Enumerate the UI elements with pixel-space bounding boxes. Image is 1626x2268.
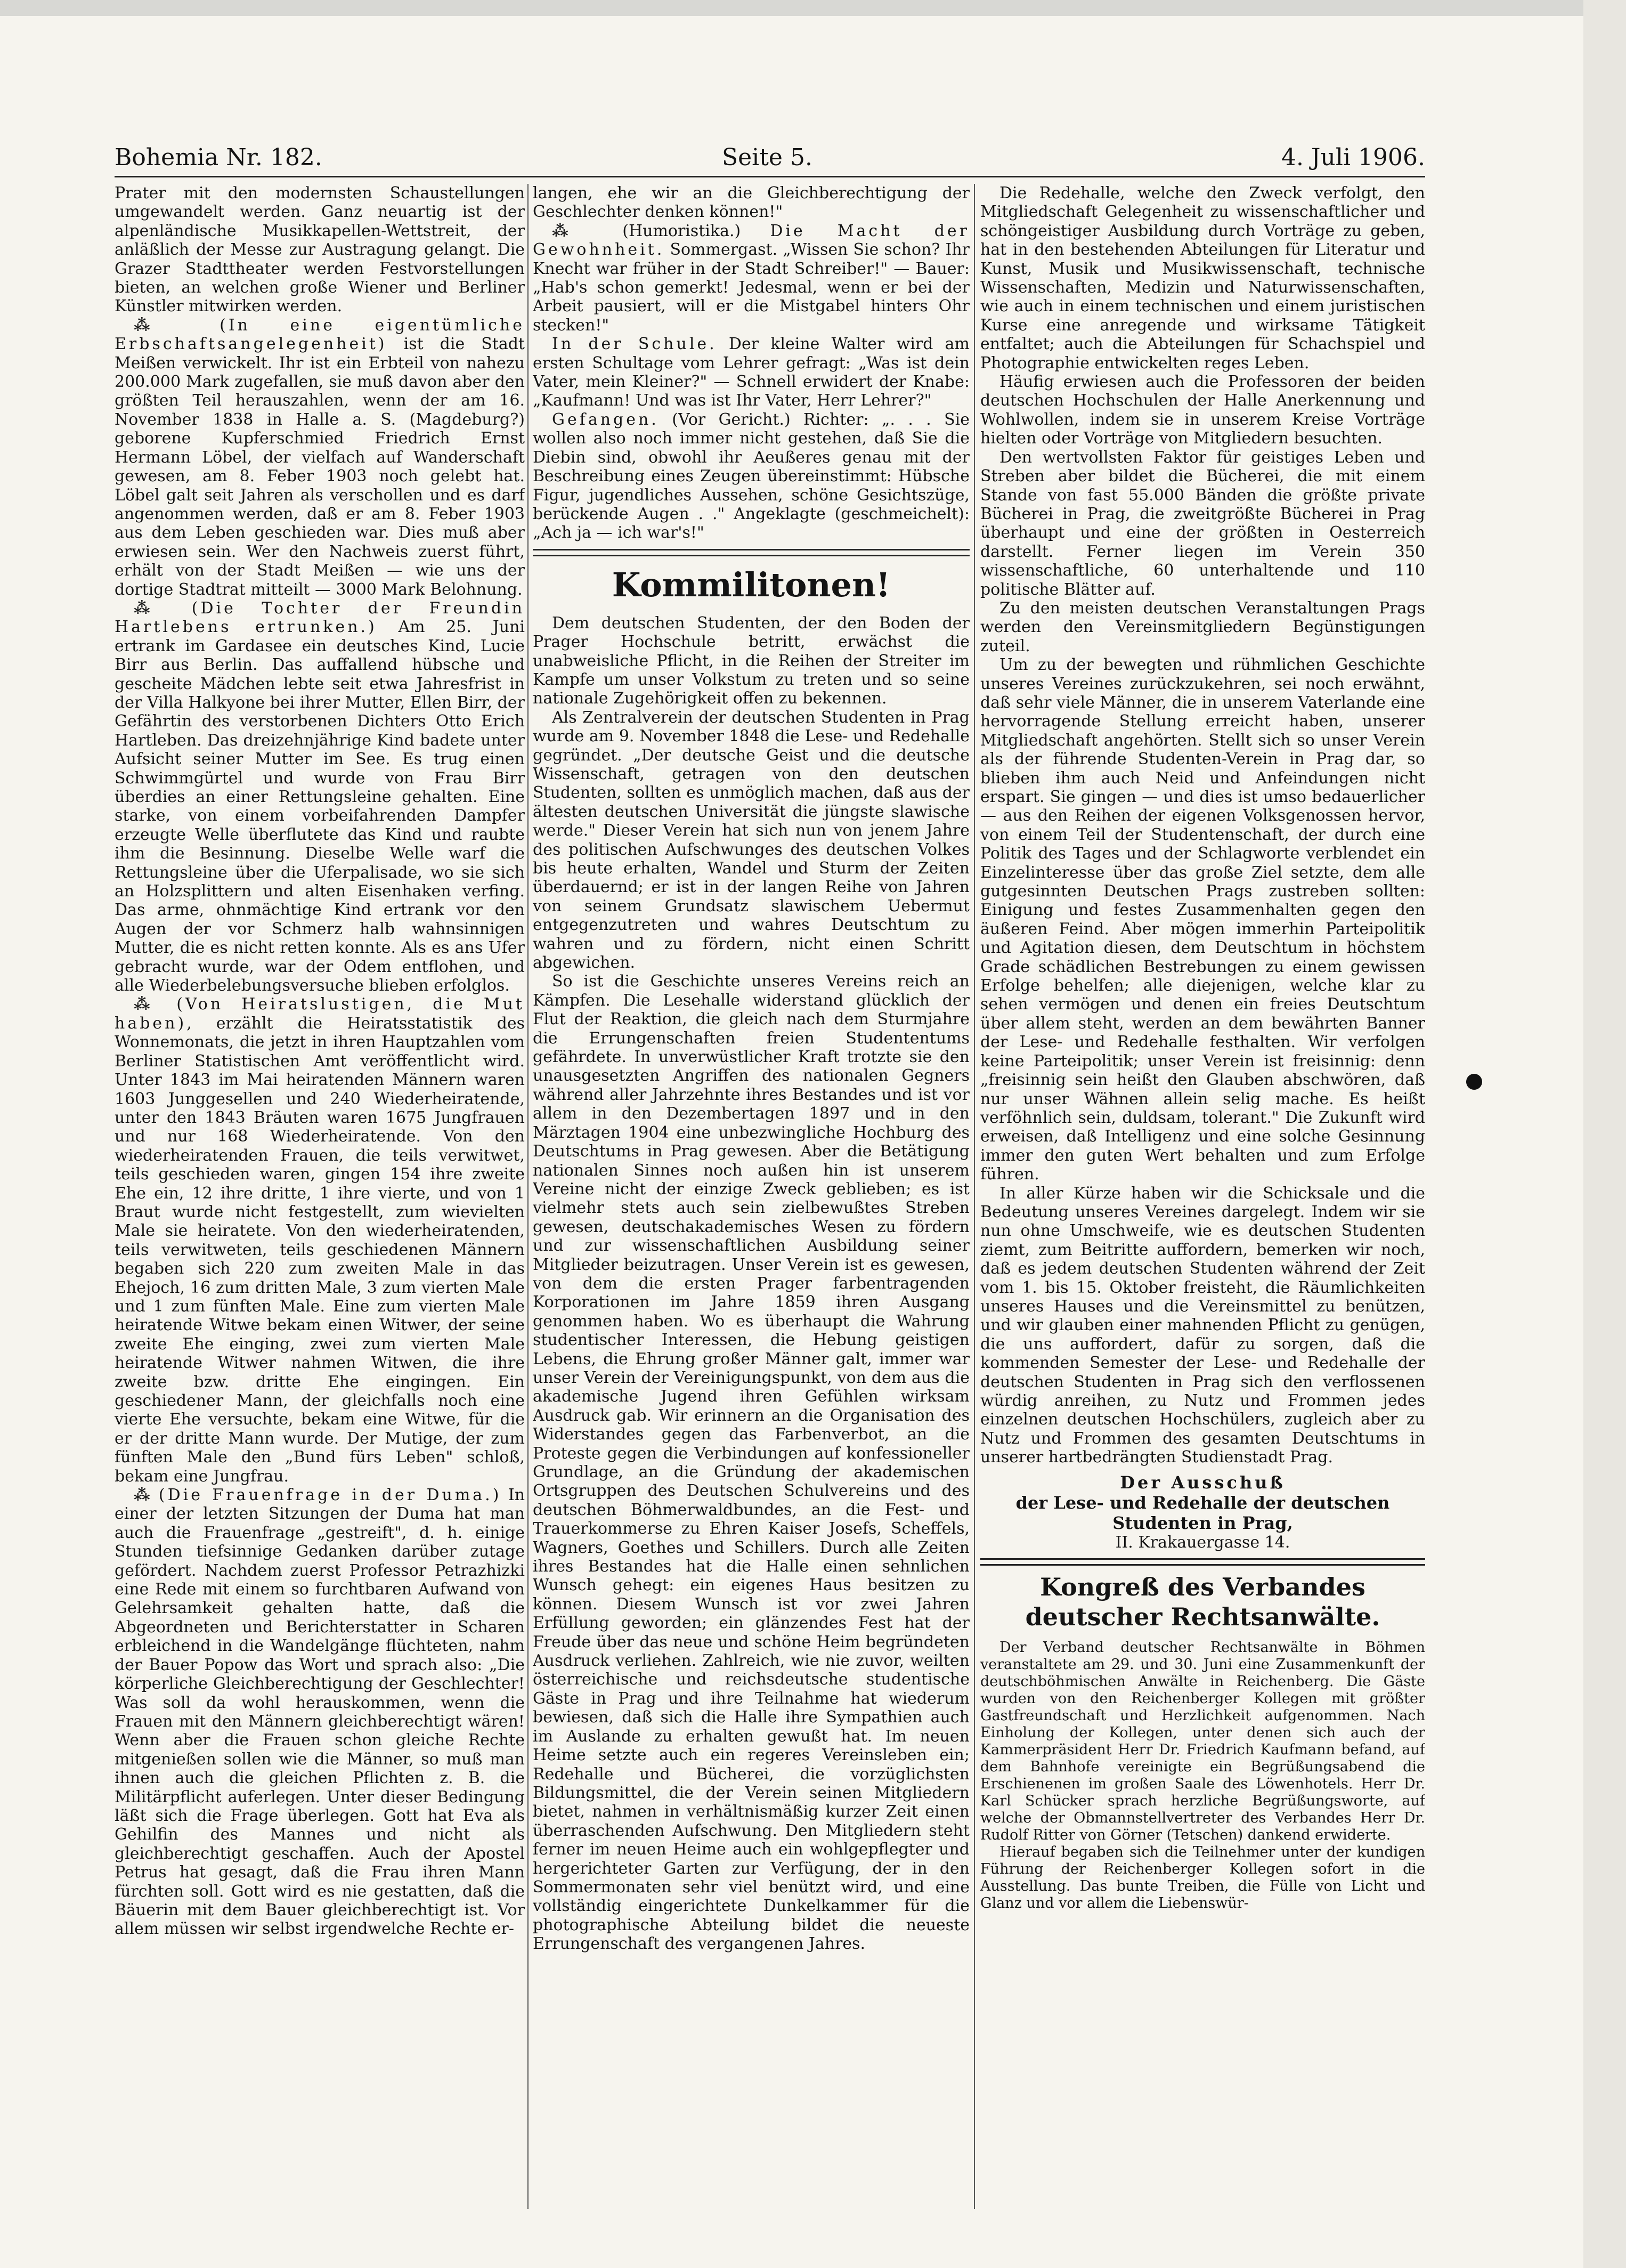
article-paragraph: Der Verband deutscher Rechtsanwälte in Böhmen veranstaltete am 29. und 30. Juni eine Zusammenkunft der deutschböhmischen Anwälte in Reichenberg. Die Gäste wurden von den Reichenberger Kollegen mit größter Gastfreundschaft und Herzlichkeit aufgenommen. Nach Einholung der Kollegen, unter denen sich auch der Kammerpräsident Herr Dr. Friedrich Kaufmann befand, auf dem Bahnhofe vereinigte ein Begrüßungsabend die Erschienenen im großen Saale des Löwenhotels. Herr Dr. Karl Schücker sprach herzliche Begrüßungsworte, auf welche der Obmannstellvertreter des Verbandes Herr Dr. Rudolf Ritter von Görner (Tetschen) dankend erwiderte. xyxy=(980,1639,1425,1844)
news-item: ⁂ (Von Heiratslustigen, die Mut haben), erzählt die Heiratsstatistik des Wonnemonats, die jetzt in ihren Hauptzahlen vom Berliner Statistischen Amt veröffentlicht wird. Unter 1843 im Mai heiratenden Männern waren 1603 Junggesellen und 240 Wiederheiratende, unter den 1843 Bräuten waren 1675 Jungfrauen und nur 168 Wiederheiratende. Von den wiederheiratenden Frauen, die teils verwitwet, teils geschieden waren, gingen 154 ihre zweite Ehe ein, 12 ihre dritte, 1 ihre vierte, und von 1 Braut wurde nicht festgestellt, zum wievielten Male sie heiratete. Von den wiederheiratenden, teils verwitweten, teils geschiedenen Männern begaben sich 220 zum zweiten Male in das Ehejoch, 16 zum dritten Male, 3 zum vierten Male und 1 zum fünften Male. Eine zum vierten Male heiratende Witwe bekam einen Witwer, der seine zweite Ehe einging, zwei zum vierten Male heiratende Witwer nahmen Witwen, die ihre zweite bzw. dritte Ehe eingingen. Ein geschiedener Mann, der gleichfalls noch eine vierte Ehe versuchte, bekam eine Witwe, für die er der dritte Mann wurde. Der Mutige, der zum fünften Male den „Bund fürs Leben" schloß, bekam eine Jungfrau. xyxy=(115,995,525,1486)
news-item-body: ist die Stadt Meißen verwickelt. Ihr ist ein Erbteil von nahezu 200.000 Mark zugefallen, sie muß davon aber den größten Teil herauszahlen, wenn der am 16. November 1838 in Halle a. S. (Magdeburg?) geborene Kupferschmied Friedrich Ernst Hermann Löbel, der vielfach auf Wanderschaft gewesen, am 8. Feber 1903 noch gelebt hat. Löbel galt seit Jahren als verschollen und es darf angenommen werden, daß er am 8. Feber 1903 aus dem Leben geschieden war. Dies muß aber erwiesen sein. Wer den Nachweis zuerst führt, erhält von der Stadt Meißen — wie uns der dortige Stadtrat mitteilt — 3000 Mark Belohnung. xyxy=(115,335,525,599)
joke-title: In der Schule. xyxy=(552,335,717,354)
article-paragraph: Dem deutschen Studenten, der den Boden der Prager Hochschule betritt, erwächst die unabweisliche Pflicht, in die Reihen der Streiter im Kampfe um unser Volkstum zu treten und so seine nationale Zugehörigkeit offen zu bekennen. xyxy=(533,613,970,708)
signature-line: der Lese- und Redehalle der deutschen xyxy=(1015,1492,1390,1513)
article-paragraph: Prater mit den modernsten Schaustellungen umgewandelt werden. Ganz neuartig ist der alpenländische Musikkapellen-Wettstreit, der anläßlich der Messe zur Austragung gelangt. Die Grazer Stadttheater werden Festvorstellungen bieten, an welchen große Wiener und Berliner Künstler mitwirken werden. xyxy=(115,184,525,316)
column-1 xyxy=(115,184,525,2209)
scan-border-right xyxy=(1583,0,1626,2268)
section-rule xyxy=(533,549,970,556)
column-divider xyxy=(974,184,975,2209)
joke-body: Sommergast. „Wissen Sie schon? Ihr Knecht war früher in der Stadt Schreiber!" — Bauer: „Hab's schon gemerkt! Jedesmal, wenn er bei der Arbeit pausiert, will er die Mistgabel hinters Ohr stecken!" xyxy=(533,240,970,335)
news-item-heading: (Die Tochter der Freundin Hartlebens ertrunken.) xyxy=(115,598,525,637)
news-item-body: , erzählt die Heiratsstatistik des Wonnemonats, die jetzt in ihren Hauptzahlen vom Berliner Statistischen Amt veröffentlicht wird. Unter 1843 im Mai heiratenden Männern waren 1603 Junggesellen und 240 Wiederheiratende, unter den 1843 Bräuten waren 1675 Jungfrauen und nur 168 Wiederheiratende. Von den wiederheiratenden Frauen, die teils verwitwet, teils geschieden waren, gingen 154 ihre zweite Ehe ein, 12 ihre dritte, 1 ihre vierte, und von 1 Braut wurde nicht festgestellt, zum wievielten Male sie heiratete. Von den wiederheiratenden, teils verwitweten, teils geschiedenen Männern begaben sich 220 zum zweiten Male in das Ehejoch, 16 zum dritten Male, 3 zum vierten Male und 1 zum fünften Male. Eine zum vierten Male heiratende Witwe bekam einen Witwer, der seine zweite Ehe einging, zwei zum vierten Male heiratende Witwer nahmen Witwen, die ihre zweite bzw. dritte Ehe eingingen. Ein geschiedener Mann, der gleichfalls noch eine vierte Ehe versuchte, bekam eine Witwe, für die er der dritte Mann wurde. Der Mutige, der zum fünften Male den „Bund fürs Leben" schloß, bekam eine Jungfrau. xyxy=(115,1014,525,1486)
article-paragraph: Hierauf begaben sich die Teilnehmer unter der kundigen Führung der Reichenberger Kollegen sofort in die Ausstellung. Das bunte Treiben, die Fülle von Licht und Glanz und vor allem die Liebenswür- xyxy=(980,1844,1425,1912)
signature-address: II. Krakauergasse 14. xyxy=(1115,1533,1290,1552)
news-item: ⁂ (Die Tochter der Freundin Hartlebens ertrunken.) Am 25. Juni ertrank im Gardasee ein deutsches Kind, Lucie Birr aus Berlin. Das auffallend hübsche und gescheite Mädchen lebte seit etwa Jahresfrist in der Villa Halkyone bei ihrer Mutter, Ellen Birr, der Gefährtin des verstorbenen Dichters Otto Erich Hartleben. Das dreizehnjährige Kind badete unter Aufsicht seiner Mutter im See. Es trug einen Schwimmgürtel und wurde von Frau Birr überdies an einer Rettungsleine gehalten. Eine starke, von einem vorbeifahrenden Dampfer erzeugte Welle überflutete das Kind und raubte ihm die Besinnung. Dieselbe Welle warf die Rettungsleine über die Uferpalisade, wo sie sich an Holzsplittern und alten Eisenhaken verfing. Das arme, ohnmächtige Kind ertrank vor den Augen der vor Schmerz halb wahnsinnigen Mutter, die es nicht retten konnte. Als es ans Ufer gebracht wurde, war der Odem entflohen, und alle Wiederbelebungsversuche blieben erfolglos. xyxy=(115,598,525,995)
signature-line: Der Ausschuß xyxy=(1120,1472,1286,1493)
column-2 xyxy=(533,184,970,2209)
joke-title: Die Macht der Gewohnheit. xyxy=(533,221,970,260)
news-item: ⁂ (In eine eigentümliche Erbschaftsangelegenheit) ist die Stadt Meißen verwickelt. Ihr ist ein Erbteil von nahezu 200.000 Mark zugefallen, sie muß davon aber den größten Teil herauszahlen, wenn der am 16. November 1838 in Halle a. S. (Magdeburg?) geborene Kupferschmied Friedrich Ernst Hermann Löbel, der vielfach auf Wanderschaft gewesen, am 8. Feber 1903 noch gelebt hat. Löbel galt seit Jahren als verschollen und es darf angenommen werden, daß er am 8. Feber 1903 aus dem Leben geschieden war. Dies muß aber erwiesen sein. Wer den Nachweis zuerst führt, erhält von der Stadt Meißen — wie uns der dortige Stadtrat mitteilt — 3000 Mark Belohnung. xyxy=(115,315,525,599)
news-item-body: In einer der letzten Sitzungen der Duma hat man auch die Frauenfrage „gestreift", d. h. einige Stunden tiefsinnige Gedanken darüber zutage gefördert. Nachdem zuerst Professor Petrazhizki eine Rede mit einem so furchtbaren Aufwand von Gelehrsamkeit gehalten hatte, daß die Abgeordneten und Berichterstatter in Scharen erbleichend in die Wandelgänge flüchteten, nahm der Bauer Popow das Wort und sprach also: „Die körperliche Gleichberechtigung der Geschlechter! Was soll da wohl herauskommen, wenn die Frauen mit den Männern gleichberechtigt wären! Wenn aber die Frauen schon gleiche Rechte mitgenießen sollen wie die Männer, so muß man ihnen auch die gleichen Pflichten z. B. die Militärpflicht auferlegen. Unter dieser Bedingung läßt sich die Frage überlegen. Gott hat Eva als Gehilfin des Mannes und nicht als gleichberechtigt geschaffen. Auch der Apostel Petrus hat gesagt, daß die Frau ihren Mann fürchten soll. Gott wird es nie gestatten, daß die Bäuerin mit dem Bauer gleichberechtigt ist. Vor allem müssen wir selbst irgendwelche Rechte er- xyxy=(115,1486,525,1939)
news-item-heading: (In eine eigentümliche Erbschaftsangelegenheit) xyxy=(115,315,525,354)
joke-body: (Vor Gericht.) Richter: „. . . Sie wollen also noch immer nicht gestehen, daß Sie die Diebin sind, obwohl ihr Aeußeres genau mit der Beschreibung eines Zeugen übereinstimmt: Hübsche Figur, jugendliches Aussehen, schöne Gesichtszüge, berückende Augen . ." Angeklagte (geschmeichelt): „Ach ja — ich war's!" xyxy=(533,410,970,542)
article-paragraph: Den wertvollsten Faktor für geistiges Leben und Streben aber bildet die Bücherei, die mit einem Stande von fast 55.000 Bänden die größte private Bücherei in Prag, die zweitgrößte Bücherei in Prag überhaupt und eine der größten in Oesterreich darstellt. Ferner liegen im Verein 350 wissenschaftliche, 60 unterhaltende und 110 politische Blätter auf. xyxy=(980,448,1425,599)
article-paragraph: Die Redehalle, welche den Zweck verfolgt, den Mitgliedschaft Gelegenheit zu wissenschaftlicher und schöngeistiger Ausbildung durch Vorträge zu geben, hat in den bestehenden Abteilungen für Literatur und Kunst, Musik und Musikwissenschaft, technische Wissenschaften, Medizin und Naturwissenschaften, wie auch in einem technischen und einem juristischen Kurse eine anregende und wirksame Tätigkeit entfaltet; auch die Abteilungen für Schachspiel und Photographie entwickelten reges Leben. xyxy=(980,184,1425,372)
news-item-heading: (Die Frauenfrage in der Duma.) xyxy=(158,1486,502,1505)
news-item xyxy=(533,335,970,410)
section-rule xyxy=(980,1558,1425,1566)
issue-date: 4. Juli 1906. xyxy=(1281,144,1425,171)
article-paragraph: Häufig erwiesen auch die Professoren der beiden deutschen Hochschulen der Halle Anerkennung und Wohlwollen, indem sie in unserem Kreise Vorträge hielten oder Vorträge von Mitgliedern besuchten. xyxy=(980,372,1425,448)
news-item-heading: (Humoristika.) xyxy=(622,221,741,240)
article-paragraph: Zu den meisten deutschen Veranstaltungen Prags werden den Vereinsmitgliedern Begünstigungen zuteil. xyxy=(980,598,1425,655)
masthead-rule xyxy=(115,176,1425,177)
news-item xyxy=(533,410,970,542)
section-heading: Kommilitonen! xyxy=(612,565,891,604)
article-paragraph: So ist die Geschichte unseres Vereins reich an Kämpfen. Die Lesehalle widerstand glücklich der Flut der Reaktion, die gleich nach dem Sturmjahre die Errungenschaften freien Studententums gefährdete. In unverwüstlicher Kraft trotzte sie den unausgesetzten Angriffen des nationalen Gegners während aller Jahrzehnte ihres Bestandes und ist vor allem in den Dezembertagen 1897 und in den Märztagen 1904 eine unbezwingliche Hochburg des Deutschtums in Prag gewesen. Aber die Betätigung nationalen Sinnes noch außen hin ist unserem Vereine nicht der einzige Zweck geblieben; es ist vielmehr stets auch sein zielbewußtes Streben gewesen, deutschakademisches Wesen zu fördern und zur wissenschaftlichen Ausbildung seiner Mitglieder beizutragen. Unser Verein ist es gewesen, von dem die ersten Prager farbentragenden Korporationen im Jahre 1859 ihren Ausgang genommen haben. Wo es überhaupt die Wahrung studentischer Interessen, die Hebung geistigen Lebens, die Ehrung großer Männer galt, immer war unser Verein der Vereinigungspunkt, von dem aus die akademische Jugend ihren Gefühlen wirksam Ausdruck gab. Wir erinnern an die Organisation des Widerstandes gegen das Farbenverbot, an die Proteste gegen die Verbindungen auf konfessioneller Grundlage, an die Gründung der akademischen Ortsgruppen des Deutschen Schulvereins und des deutschen Böhmerwaldbundes, an die Fest- und Trauerkommerse zu Ehren Kaiser Josefs, Scheffels, Wagners, Goethes und Schillers. Durch alle Zeiten ihres Bestandes hat die Halle einen sehnlichen Wunsch gehegt: ein eigenes Haus besitzen zu können. Diesem Wunsch ist vor zwei Jahren Erfüllung geworden; ein glänzendes Fest hat der Freude über das neue und schöne Heim begründeten Ausdruck verliehen. Zahlreich, wie nie zuvor, weilten österreichische und reichsdeutsche studentische Gäste in Prag und ihre Teilnahme hat wiederum bewiesen, daß sich die Halle ihre Sympathien auch im Auslande zu erhalten gewußt hat. Im neuen Heime setzte auch ein regeres Vereinsleben ein; Redehalle und Bücherei, die vorzüglichsten Bildungsmittel, die der Verein seinen Mitgliedern bietet, nahmen in verhältnismäßig kurzer Zeit einen überraschenden Aufschwung. Den Mitgliedern steht ferner im neuen Heime auch ein wohlgepflegter und hergerichteter Garten zur Verfügung, der in den Sommermonaten sehr viel benützt wird, und eine vollständig eingerichtete Dunkelkammer für die photographische Abteilung bildet die neueste Errungenschaft des vergangenen Jahres. xyxy=(533,972,970,1954)
masthead xyxy=(115,144,1425,176)
article-paragraph: Um zu der bewegten und rühmlichen Geschichte unseres Vereines zurückzukehren, sei noch erwähnt, daß sehr viele Männer, die in unserem Vaterlande eine hervorragende Stellung erreicht haben, unserer Mitgliedschaft angehörten. Stellt sich so unser Verein als der führende Studenten-Verein in Prag dar, so blieben ihm auch Neid und Anfeindungen nicht erspart. Sie gingen — und dies ist umso bedauerlicher — aus den Reihen der eigenen Volksgenossen hervor, von einem Teil der Studentenschaft, der durch eine Politik des Tages und der Schlagworte verblendet ein Einzelinteresse über das große Ziel setzte, dem alle gutgesinnten Deutschen Prags zustreben sollten: Einigung und festes Zusammenhalten gegen den äußeren Feind. Aber mögen immerhin Parteipolitik und Agitation diesen, dem Deutschtum in höchstem Grade schädlichen Bestrebungen zu einem gewissen Erfolge behelfen; alle diejenigen, welche klar zu sehen vermögen und denen ein freies Deutschtum über allem steht, werden an dem bewährten Banner der Lese- und Redehalle festhalten. Wir verfolgen keine Parteipolitik; unser Verein ist freisinnig: denn „freisinnig sein heißt den Glauben abschwören, daß nur unser Wähnen allein selig mache. Es heißt verföhnlich sein, duldsam, tolerant." Die Zukunft wird erweisen, daß Intelligenz und eine solche Gesinnung immer den guten Wert behalten und zum Erfolge führen. xyxy=(980,655,1425,1184)
news-item: ⁂ (Humoristika.) Die Macht der Gewohnheit. Sommergast. „Wissen Sie schon? Ihr Knecht war früher in der Stadt Schreiber!" — Bauer: „Hab's schon gemerkt! Jedesmal, wenn er bei der Arbeit pausiert, will er die Mistgabel hinters Ohr stecken!" xyxy=(533,221,970,335)
scan-border-top xyxy=(0,0,1626,16)
page-number: Seite 5. xyxy=(722,144,812,171)
article-paragraph: Als Zentralverein der deutschen Studenten in Prag wurde am 9. November 1848 die Lese- und Redehalle gegründet. „Der deutsche Geist und die deutsche Wissenschaft, getragen von den deutschen Studenten, sollten es unmöglich machen, daß aus der ältesten deutschen Universität die jüngste slawische werde." Dieser Verein hat sich nun von jenem Jahre des politischen Aufschwunges des deutschen Volkes bis heute erhalten, Wandel und Sturm der Zeiten überdauernd; er ist in der langen Reihe von Jahren von seinem Grundsatz slawischem Uebermut entgegenzutreten und wahres Deutschtum zu wahren und zu fördern, nicht einen Schritt abgewichen. xyxy=(533,708,970,973)
joke-body: Der kleine Walter wird am ersten Schultage vom Lehrer gefragt: „Was ist dein Vater, mein Kleiner?" — Schnell erwidert der Knabe: „Kaufmann! Und was ist Ihr Vater, Herr Lehrer?" xyxy=(533,335,970,410)
article-paragraph: In aller Kürze haben wir die Schicksale und die Bedeutung unseres Vereines dargelegt. Indem wir sie nun ohne Umschweife, wie es deutschen Studenten ziemt, zum Beitritte auffordern, bemerken wir noch, daß es jedem deutschen Studenten während der Zeit vom 1. bis 15. Oktober freisteht, die Räumlichkeiten unseres Hauses und die Vereinsmittel zu benützen, und wir glauben einer mahnenden Pflicht zu genügen, die uns auffordert, dafür zu sorgen, daß die kommenden Semester der Lese- und Redehalle der deutschen Studenten in Prag sich den verflossenen würdig anreihen, zu Nutz und Frommen jedes einzelnen deutschen Hochschülers, zugleich aber zu Nutz und Frommen des gesamten Deutschtums in unserer hartbedrängten Studienstadt Prag. xyxy=(980,1184,1425,1467)
news-item-heading: (Von Heiratslustigen, die Mut haben) xyxy=(115,995,525,1033)
masthead-title: Bohemia Nr. 182. xyxy=(115,144,322,171)
article-body xyxy=(980,1639,1425,1912)
signature-line: Studenten in Prag, xyxy=(1112,1512,1293,1533)
column-3 xyxy=(980,184,1425,2209)
section-heading: Kongreß des Verbandes deutscher Rechtsanwälte. xyxy=(1025,1573,1380,1632)
punch-hole-mark xyxy=(1466,1074,1482,1090)
article-paragraph: langen, ehe wir an die Gleichberechtigung der Geschlechter denken können!" xyxy=(533,184,970,222)
column-divider xyxy=(527,184,529,2209)
news-item: ⁂ (Die Frauenfrage in der Duma.) In einer der letzten Sitzungen der Duma hat man auch die Frauenfrage „gestreift", d. h. einige Stunden tiefsinnige Gedanken darüber zutage gefördert. Nachdem zuerst Professor Petrazhizki eine Rede mit einem so furchtbaren Aufwand von Gelehrsamkeit gehalten hatte, daß die Abgeordneten und Berichterstatter in Scharen erbleichend in die Wandelgänge flüchteten, nahm der Bauer Popow das Wort und sprach also: „Die körperliche Gleichberechtigung der Geschlechter! Was soll da wohl herauskommen, wenn die Frauen mit den Männern gleichberechtigt wären! Wenn aber die Frauen schon gleiche Rechte mitgenießen sollen wie die Männer, so muß man ihnen auch die gleichen Pflichten z. B. die Militärpflicht auferlegen. Unter dieser Bedingung läßt sich die Frage überlegen. Gott hat Eva als Gehilfin des Mannes und nicht als gleichberechtigt geschaffen. Auch der Apostel Petrus hat gesagt, daß die Frau ihren Mann fürchten soll. Gott wird es nie gestatten, daß die Bäuerin mit dem Bauer gleichberechtigt ist. Vor allem müssen wir selbst irgendwelche Rechte er- xyxy=(115,1486,525,1939)
joke-title: Gefangen. xyxy=(552,410,659,429)
news-item-body: Am 25. Juni ertrank im Gardasee ein deutsches Kind, Lucie Birr aus Berlin. Das auffallend hübsche und gescheite Mädchen lebte seit etwa Jahresfrist in der Villa Halkyone bei ihrer Mutter, Ellen Birr, der Gefährtin des verstorbenen Dichters Otto Erich Hartleben. Das dreizehnjährige Kind badete unter Aufsicht seiner Mutter im See. Es trug einen Schwimmgürtel und wurde von Frau Birr überdies an einer Rettungsleine gehalten. Eine starke, von einem vorbeifahrenden Dampfer erzeugte Welle überflutete das Kind und raubte ihm die Besinnung. Dieselbe Welle warf die Rettungsleine über die Uferpalisade, wo sie sich an Holzsplittern und alten Eisenhaken verfing. Das arme, ohnmächtige Kind ertrank vor den Augen der vor Schmerz halb wahnsinnigen Mutter, die es nicht retten konnte. Als es ans Ufer gebracht wurde, war der Odem entflohen, und alle Wiederbelebungsversuche blieben erfolglos. xyxy=(115,618,525,995)
